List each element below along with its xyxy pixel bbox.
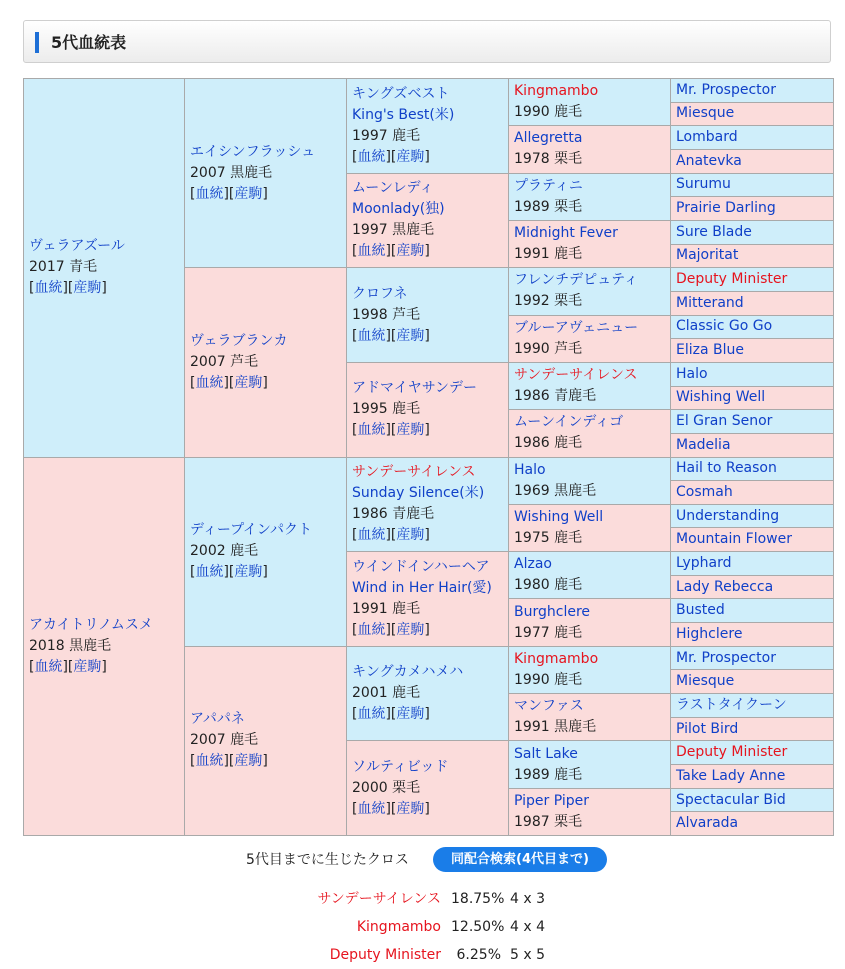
bracket: ] [424,621,430,638]
cross-horse-link[interactable]: Kingmambo [356,919,441,935]
bracket: [ [352,422,358,439]
horse-info: 1986 青鹿毛 [352,506,435,523]
pedigree-cell-g4 [509,362,671,409]
pedigree-cell-g1 [24,457,185,836]
horse-links [352,241,508,262]
ancestor-link[interactable]: Sure Blade [676,223,752,240]
cross-row [0,917,845,937]
progeny-link[interactable]: 産駒 [396,621,425,638]
horse-info: 1990 鹿毛 [514,104,583,121]
pedigree-link[interactable]: 血統 [357,422,386,439]
bracket: [ [352,327,358,344]
cross-percent: 6.25% [456,947,501,963]
horse-info: 1990 芦毛 [514,340,583,357]
cross-horse-link[interactable]: Deputy Minister [329,947,441,963]
pedigree-cell-g2 [185,457,347,646]
pedigree-cell-g3 [347,362,509,457]
pedigree-cell-g5 [671,765,834,789]
pedigree-cell-g2 [185,79,347,268]
bracket: ] [262,185,268,202]
horse-info: 1980 鹿毛 [514,577,583,594]
pedigree-link[interactable]: 血統 [357,327,386,344]
horse-name-link[interactable]: アドマイヤサンデー [352,380,478,397]
pedigree-cell-g3 [347,457,509,552]
horse-info: 1991 鹿毛 [514,246,583,263]
ancestor-link[interactable]: ラストタイクーン [676,696,787,713]
horse-name-link[interactable]: Burghclere [514,603,591,620]
bracket: ] [101,280,107,297]
pedigree-cell-g4 [509,504,671,551]
ancestor-link[interactable]: Majoritat [676,247,739,264]
pedigree-cell-g4 [509,79,671,126]
ancestor-link[interactable]: Lady Rebecca [676,578,774,595]
pedigree-cell-g5 [671,220,834,244]
pedigree-cell-g4 [509,646,671,693]
bracket: ][ [385,621,397,638]
horse-info: 1975 鹿毛 [514,529,583,546]
header-accent-bar [35,32,39,53]
pedigree-cell-g4 [509,410,671,457]
bracket: [ [352,621,358,638]
bracket: ] [424,706,430,723]
horse-info: 1978 栗毛 [514,151,583,168]
horse-links [352,147,508,168]
pedigree-link[interactable]: 血統 [357,243,386,260]
horse-origin-link[interactable]: Wind in Her Hair(愛) [352,579,492,596]
bracket: ][ [62,658,74,675]
bracket: [ [352,527,358,544]
horse-name-link[interactable]: Piper Piper [514,792,590,809]
horse-info: 1995 鹿毛 [352,401,421,418]
horse-info: 1969 黒鹿毛 [514,482,597,499]
horse-info: 2007 鹿毛 [190,732,259,749]
pedigree-cell-g4 [509,552,671,599]
horse-links [352,326,508,347]
horse-info: 2007 黒鹿毛 [190,164,273,181]
horse-info: 1986 鹿毛 [514,435,583,452]
horse-links [29,657,184,678]
horse-name-link[interactable]: サンデーサイレンス [514,367,638,384]
ancestor-link[interactable]: Anatevka [676,152,742,169]
horse-info: 1990 鹿毛 [514,671,583,688]
bracket: [ [352,148,358,165]
pedigree-link[interactable]: 血統 [34,280,63,297]
horse-name-link[interactable]: ブルーアヴェニュー [514,319,639,336]
horse-info: 1977 鹿毛 [514,624,583,641]
cross-generation: 5 x 5 [510,947,545,963]
ancestor-link[interactable]: Hail to Reason [676,460,777,477]
ancestor-link[interactable]: Mitterand [676,294,744,311]
bracket: [ [190,185,196,202]
ancestor-link[interactable]: Cosmah [676,483,733,500]
pedigree-cell-g5 [671,244,834,268]
pedigree-link[interactable]: 血統 [357,706,386,723]
progeny-link[interactable]: 産駒 [396,243,425,260]
progeny-link[interactable]: 産駒 [396,148,425,165]
pedigree-cell-g4 [509,126,671,173]
ancestor-link[interactable]: Deputy Minister [676,744,788,761]
ancestor-link[interactable]: Eliza Blue [676,342,744,359]
bracket: ] [262,753,268,770]
pedigree-cell-g5 [671,457,834,481]
horse-name-link[interactable]: ムーンレディ [352,180,434,197]
pedigree-cell-g5 [671,575,834,599]
ancestor-link[interactable]: Pilot Bird [676,720,739,737]
progeny-link[interactable]: 産駒 [234,564,263,581]
bracket: ] [424,800,430,817]
bracket: ][ [385,327,397,344]
horse-name-link[interactable]: ヴェラブランカ [190,332,288,349]
bracket: ] [424,148,430,165]
horse-name-link[interactable]: キングズベスト [352,85,450,102]
pedigree-link[interactable]: 血統 [195,185,224,202]
horse-name-link[interactable]: エイシンフラッシュ [190,143,316,160]
ancestor-link[interactable]: Understanding [676,507,780,524]
bracket: ][ [223,374,235,391]
bracket: ] [262,564,268,581]
ancestor-link[interactable]: Take Lady Anne [676,767,786,784]
bracket: [ [29,280,35,297]
horse-origin-link[interactable]: King's Best(米) [352,106,455,123]
progeny-link[interactable]: 産駒 [396,800,425,817]
bracket: ] [262,374,268,391]
ancestor-link[interactable]: Deputy Minister [676,271,788,288]
horse-name-link[interactable]: クロフネ [352,285,408,302]
pedigree-cell-g5 [671,197,834,221]
ancestor-link[interactable]: Spectacular Bid [676,791,786,808]
pedigree-cell-g4 [509,268,671,315]
pedigree-cell-g5 [671,433,834,457]
pedigree-cell-g5 [671,268,834,292]
bracket: ][ [385,527,397,544]
horse-links [190,184,346,205]
pedigree-cell-g5 [671,79,834,103]
progeny-link[interactable]: 産駒 [234,374,263,391]
horse-name-link[interactable]: ウインドインハーヘア [352,558,490,575]
bracket: [ [352,706,358,723]
pedigree-cell-g5 [671,812,834,836]
pedigree-cell-g3 [347,646,509,741]
bracket: ] [101,658,107,675]
horse-info: 1998 芦毛 [352,306,421,323]
horse-info: 2017 青毛 [29,259,98,276]
bracket: [ [352,243,358,260]
pedigree-link[interactable]: 血統 [195,374,224,391]
horse-name-link[interactable]: Midnight Fever [514,225,618,242]
horse-info: 1997 黒鹿毛 [352,222,435,239]
ancestor-link[interactable]: Mr. Prospector [676,649,776,666]
horse-name-link[interactable]: Halo [514,461,546,478]
ancestor-link[interactable]: Wishing Well [676,389,766,406]
pedigree-cell-g5 [671,552,834,576]
section-title: 5代血統表 [51,33,127,52]
horse-name-link[interactable]: プラティニ [514,177,583,194]
horse-links [190,373,346,394]
bracket: [ [190,753,196,770]
pedigree-cell-g4 [509,741,671,788]
pedigree-cell-g5 [671,102,834,126]
horse-info: 1997 鹿毛 [352,127,421,144]
bracket: ][ [385,148,397,165]
bracket: ][ [223,564,235,581]
horse-info: 1992 栗毛 [514,293,583,310]
pedigree-cell-g3 [347,552,509,647]
bracket: ][ [223,753,235,770]
pedigree-link[interactable]: 血統 [195,753,224,770]
bracket: ][ [385,706,397,723]
pedigree-cell-g4 [509,315,671,362]
horse-info: 1987 栗毛 [514,813,583,830]
progeny-link[interactable]: 産駒 [73,280,102,297]
pedigree-cell-g5 [671,741,834,765]
horse-name-link[interactable]: ムーンインディゴ [514,414,624,431]
cross-horse-link[interactable]: サンデーサイレンス [317,891,441,907]
pedigree-cell-g3 [347,741,509,836]
progeny-link[interactable]: 産駒 [396,422,425,439]
pedigree-cell-g4 [509,173,671,220]
horse-name-link[interactable]: アパパネ [190,711,245,728]
progeny-link[interactable]: 産駒 [396,706,425,723]
horse-name-link[interactable]: ディープインパクト [190,522,312,539]
horse-links [352,525,508,546]
bracket: ][ [385,800,397,817]
ancestor-link[interactable]: Lombard [676,129,738,146]
ancestor-link[interactable]: Alvarada [676,815,739,832]
horse-name-link[interactable]: キングカメハメハ [352,664,464,681]
pedigree-cell-g4 [509,599,671,646]
section-header [23,20,831,63]
horse-info: 1989 鹿毛 [514,766,583,783]
horse-links [190,562,346,583]
progeny-link[interactable]: 産駒 [396,327,425,344]
horse-info: 2018 黒鹿毛 [29,637,112,654]
pedigree-link[interactable]: 血統 [357,621,386,638]
pedigree-cell-g5 [671,339,834,363]
pedigree-cell-g5 [671,623,834,647]
horse-name-link[interactable]: ソルティビッド [352,758,449,775]
cross-row [0,889,845,909]
horse-name-link[interactable]: Allegretta [514,130,583,147]
pedigree-cell-g4 [509,220,671,267]
horse-name-link[interactable]: Salt Lake [514,745,578,762]
horse-links [352,420,508,441]
pedigree-cell-g4 [509,457,671,504]
pedigree-cell-g5 [671,149,834,173]
bracket: ] [424,327,430,344]
ancestor-link[interactable]: Busted [676,602,725,619]
horse-name-link[interactable]: マンファス [514,698,584,715]
pedigree-cell-g5 [671,315,834,339]
pedigree-table [23,78,834,836]
cross-row [0,945,845,965]
progeny-link[interactable]: 産駒 [234,185,263,202]
ancestor-link[interactable]: Surumu [676,176,731,193]
bracket: ] [424,527,430,544]
ancestor-link[interactable]: Mountain Flower [676,531,792,548]
bracket: ] [424,422,430,439]
horse-info: 1986 青鹿毛 [514,388,597,405]
horse-name-link[interactable]: Alzao [514,556,552,573]
pedigree-cell-g1 [24,79,185,458]
horse-info: 2002 鹿毛 [190,543,259,560]
horse-links [352,799,508,820]
horse-name-link[interactable]: アカイトリノムスメ [29,616,153,633]
cross-generation: 4 x 4 [510,919,545,935]
pedigree-cell-g3 [347,79,509,174]
bracket: [ [29,658,35,675]
horse-info: 2001 鹿毛 [352,685,421,702]
pedigree-cell-g3 [347,173,509,268]
progeny-link[interactable]: 産駒 [396,527,425,544]
horse-links [352,704,508,725]
pedigree-link[interactable]: 血統 [357,800,386,817]
ancestor-link[interactable]: Highclere [676,625,743,642]
bracket: [ [190,374,196,391]
same-mating-search-button[interactable]: 同配合検索(4代目まで) [433,847,607,872]
ancestor-link[interactable]: Halo [676,365,708,382]
bracket: [ [352,800,358,817]
horse-info: 1989 栗毛 [514,198,583,215]
ancestor-link[interactable]: Classic Go Go [676,318,773,335]
pedigree-cell-g5 [671,717,834,741]
pedigree-cell-g3 [347,268,509,363]
pedigree-cell-g5 [671,362,834,386]
pedigree-cell-g5 [671,646,834,670]
pedigree-cell-g5 [671,481,834,505]
horse-info: 2000 栗毛 [352,779,421,796]
horse-origin-link[interactable]: Sunday Silence(米) [352,485,485,502]
horse-name-link[interactable]: Wishing Well [514,508,604,525]
horse-name-link[interactable]: サンデーサイレンス [352,464,476,481]
cross-percent: 12.50% [451,919,505,935]
horse-origin-link[interactable]: Moonlady(独) [352,201,445,218]
ancestor-link[interactable]: El Gran Senor [676,413,773,430]
horse-links [190,751,346,772]
pedigree-link[interactable]: 血統 [34,658,63,675]
horse-info: 1991 鹿毛 [352,600,421,617]
pedigree-cell-g4 [509,788,671,835]
ancestor-link[interactable]: Prairie Darling [676,200,776,217]
horse-links [352,620,508,641]
pedigree-cell-g4 [509,694,671,741]
pedigree-cell-g5 [671,126,834,150]
horse-name-link[interactable]: Kingmambo [514,83,599,100]
pedigree-cell-g5 [671,599,834,623]
horse-info: 1991 黒鹿毛 [514,719,597,736]
ancestor-link[interactable]: Lyphard [676,554,732,571]
pedigree-link[interactable]: 血統 [357,527,386,544]
horse-info: 2007 芦毛 [190,353,259,370]
bracket: [ [190,564,196,581]
ancestor-link[interactable]: Miesque [676,673,735,690]
pedigree-cell-g5 [671,291,834,315]
ancestor-link[interactable]: Madelia [676,436,731,453]
pedigree-link[interactable]: 血統 [357,148,386,165]
horse-links [29,278,184,299]
ancestor-link[interactable]: Miesque [676,105,735,122]
horse-name-link[interactable]: ヴェラアズール [29,238,125,255]
bracket: ][ [62,280,74,297]
horse-name-link[interactable]: Kingmambo [514,650,599,667]
cross-percent: 18.75% [451,891,505,907]
pedigree-cell-g5 [671,694,834,718]
pedigree-cell-g5 [671,173,834,197]
cross-heading: 5代目までに生じたクロス [246,852,409,868]
cross-generation: 4 x 3 [510,891,545,907]
bracket: ] [424,243,430,260]
bracket: ][ [223,185,235,202]
pedigree-cell-g5 [671,528,834,552]
pedigree-cell-g2 [185,268,347,457]
pedigree-link[interactable]: 血統 [195,564,224,581]
pedigree-cell-g5 [671,670,834,694]
pedigree-cell-g2 [185,646,347,835]
horse-name-link[interactable]: フレンチデピュティ [514,272,638,289]
pedigree-cell-g5 [671,504,834,528]
bracket: ][ [385,243,397,260]
pedigree-cell-g5 [671,410,834,434]
pedigree-cell-g5 [671,386,834,410]
progeny-link[interactable]: 産駒 [73,658,102,675]
bracket: ][ [385,422,397,439]
progeny-link[interactable]: 産駒 [234,753,263,770]
pedigree-cell-g5 [671,788,834,812]
ancestor-link[interactable]: Mr. Prospector [676,81,776,98]
